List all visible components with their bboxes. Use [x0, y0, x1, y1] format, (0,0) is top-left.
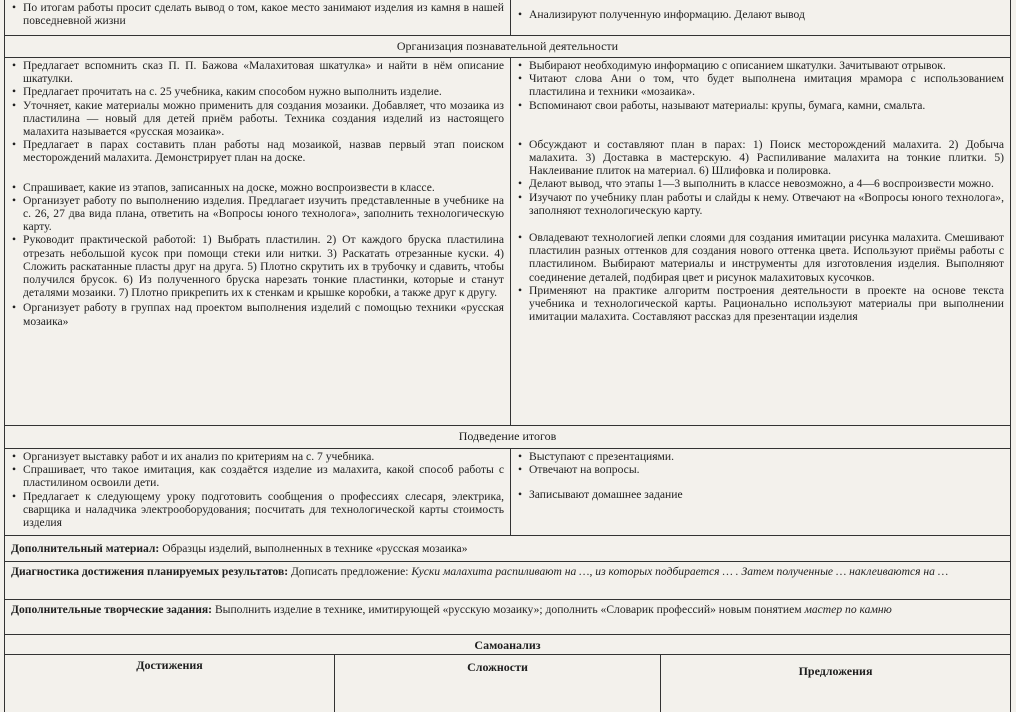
achievements-column	[5, 655, 335, 712]
list-item: • Уточняет, какие материалы можно применить для создания мозаики. Добавляет, что мозаика из пластилина — новый для детей приём работы. Техника создания изделий из настоящего малахита называется «русская мозаика».	[11, 99, 504, 139]
list-item: • Обсуждают и составляют план в парах: 1) Поиск месторождений малахита. 2) Добыча малахита. 3) Доставка в мастерскую. 4) Распиливание малахита на тонкие плитки. 5) Наклеивание плиток на материал. 6) Шлифовка и полировка.	[517, 138, 1004, 178]
achievements-header: Достижения	[136, 658, 203, 672]
diagnostics-row	[5, 562, 1010, 600]
section-header-summary	[5, 426, 1010, 449]
creative-tasks-row	[5, 600, 1010, 635]
section-header-cognitive	[5, 36, 1010, 58]
list-item: • Выступают с презентациями.	[517, 450, 1004, 463]
diagnostics-text: Дописать предложение:	[288, 565, 412, 578]
creative-tasks-label: Дополнительные творческие задания:	[11, 603, 213, 616]
list-item: • По итогам работы просит сделать вывод о том, какое место занимают изделия из камня в нашей повседневной жизни	[11, 1, 504, 27]
summary-student-list	[517, 450, 1004, 502]
list-item: • Руководит практической работой: 1) Выбрать пластилин. 2) От каждого бруска пластилина отрезать небольшой кусок при помощи стеки или нитки. 3) Раскатать отрезанные куски. 4) Сложить раскатанные пласты друг на друга. 5) Плотно скрутить их в трубочку и сдавить, чтобы получился брусок. 6) Из полученного бруска нарезать тонкие пластинки, которые и станут деталями мозаики. 7) Плотно прикрепить их к стенкам и крышке коробки, а также друг к другу.	[11, 233, 504, 299]
suggestions-header: Предложения	[798, 664, 873, 678]
list-item: • Организует работу в группах над проектом выполнения изделий с помощью техники «русская мозаика»	[11, 301, 504, 327]
additional-material-text: Образцы изделий, выполненных в технике «русская мозаика»	[159, 542, 468, 555]
diagnostics-label: Диагностика достижения планируемых результатов:	[11, 565, 289, 578]
self-analysis-row	[5, 655, 1010, 712]
additional-material-row	[5, 536, 1010, 562]
summary-row	[5, 449, 1010, 536]
creative-tasks-term: мастер по камню	[804, 603, 892, 616]
self-analysis-header	[5, 635, 1010, 655]
section-title: Подведение итогов	[458, 429, 557, 443]
top-row	[5, 0, 1010, 36]
top-student-list	[517, 8, 1004, 21]
list-item: • Предлагает в парах составить план работы над мозаикой, назвав первый этап поиском месторождений малахита. Демонстрирует план на доске.	[11, 138, 504, 164]
teacher-activity-cell	[5, 58, 511, 425]
list-item: • Делают вывод, что этапы 1—3 выполнить в классе невозможно, а 4—6 воспроизвести можно.	[517, 177, 1004, 190]
section-title: Организация познавательной деятельности	[396, 39, 619, 53]
top-student-cell	[511, 0, 1010, 35]
list-item: • Анализируют полученную информацию. Делают вывод	[517, 8, 1004, 21]
cognitive-activity-row	[5, 58, 1010, 426]
self-analysis-title: Самоанализ	[474, 638, 541, 652]
list-item: • Предлагает к следующему уроку подготовить сообщения о профессиях слесаря, электрика, сварщика и наладчика электрооборудования; посчитать для технологической карты стоимость изделия	[11, 490, 504, 530]
summary-teacher-cell	[5, 449, 511, 535]
list-item: • Изучают по учебнику план работы и слайды к нему. Отвечают на «Вопросы юного технолога», заполняют технологическую карту.	[517, 191, 1004, 217]
difficulties-header: Сложности	[467, 660, 528, 674]
additional-material-label: Дополнительный материал:	[11, 542, 160, 555]
top-teacher-cell	[5, 0, 511, 35]
list-item: • Читают слова Ани о том, что будет выполнена имитация мрамора с использованием пластилина и техники «мозаика».	[517, 72, 1004, 98]
list-item: • Спрашивает, какие из этапов, записанных на доске, можно воспроизвести в классе.	[11, 181, 504, 194]
list-item: • Организует работу по выполнению изделия. Предлагает изучить представленные в учебнике на с. 26, 27 два вида плана, ответить на «Вопросы юного технолога», заполнить технологическую карту.	[11, 194, 504, 234]
list-item: • Применяют на практике алгоритм построения деятельности в проекте на основе текста учебника и технологической карты. Рационально используют материалы при выполнении имитации малахита. Составляют рассказ для презентации изделия	[517, 284, 1004, 324]
list-item: • Записывают домашнее задание	[517, 488, 1004, 501]
suggestions-column	[661, 655, 1010, 712]
list-item: • Вспоминают свои работы, называют материалы: крупы, бумага, камни, смальта.	[517, 99, 1004, 112]
diagnostics-sentence: Куски малахита распиливают на …, из которых подбирается … . Затем полученные … наклеиваются на …	[411, 565, 949, 578]
list-item: • Организует выставку работ и их анализ по критериям на с. 7 учебника.	[11, 450, 504, 463]
top-teacher-list	[11, 1, 504, 27]
student-activity-list	[517, 59, 1004, 323]
creative-tasks-text: Выполнить изделие в технике, имитирующей «русскую мозаику»; дополнить «Словарик профессий» новым понятием	[212, 603, 805, 616]
list-item: • Спрашивает, что такое имитация, как создаётся изделие из малахита, какой способ работы с пластилином освоили дети.	[11, 463, 504, 489]
summary-teacher-list	[11, 450, 504, 529]
list-item: • Выбирают необходимую информацию с описанием шкатулки. Зачитывают отрывок.	[517, 59, 1004, 72]
list-item: • Предлагает вспомнить сказ П. П. Бажова «Малахитовая шкатулка» и найти в нём описание шкатулки.	[11, 59, 504, 85]
student-activity-cell	[511, 58, 1010, 425]
list-item: • Предлагает прочитать на с. 25 учебника, каким способом нужно выполнить изделие.	[11, 85, 504, 98]
list-item: • Отвечают на вопросы.	[517, 463, 1004, 476]
summary-student-cell	[511, 449, 1010, 535]
teacher-activity-list	[11, 59, 504, 328]
lesson-plan-table	[4, 0, 1011, 712]
difficulties-column	[335, 655, 661, 712]
list-item: • Овладевают технологией лепки слоями для создания имитации рисунка малахита. Смешивают пластилин разных оттенков для создания нового оттенка цвета. Используют приёмы работы с пластилином. Выбирают материалы и инструменты для изготовления изделия. Выполняют соединение деталей, подбирая цвет и рисунок малахитовых кусочков.	[517, 231, 1004, 284]
